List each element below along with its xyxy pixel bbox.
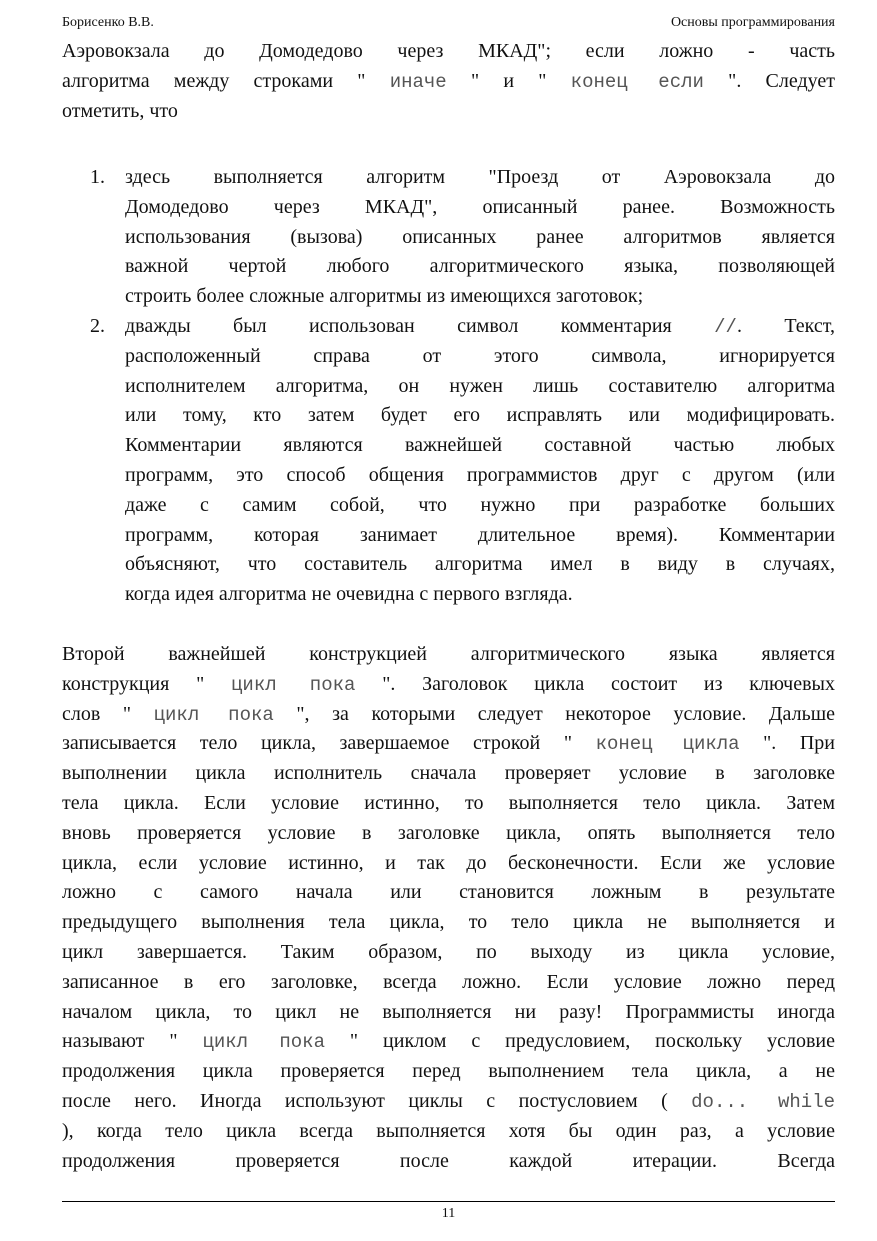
text-line bbox=[62, 1027, 835, 1057]
list-item bbox=[62, 163, 835, 312]
text-run: " и " bbox=[446, 69, 571, 92]
text-run: программ, это способ общения программистов друг с другом (или bbox=[125, 463, 835, 486]
text-line bbox=[125, 580, 835, 610]
text-run: Домодедово через МКАД", описанный ранее. Возможность bbox=[125, 195, 835, 218]
text-run: дважды был использован символ комментария bbox=[125, 314, 715, 337]
text-run: записывается тело цикла, завершаемое строкой " bbox=[62, 732, 596, 755]
code-keyword: конец если bbox=[570, 70, 704, 93]
text-line bbox=[62, 1117, 835, 1147]
text-line bbox=[62, 908, 835, 938]
text-line bbox=[125, 521, 835, 551]
text-line bbox=[62, 700, 835, 730]
text-line bbox=[125, 163, 835, 193]
running-header-author: Борисенко В.В. bbox=[62, 15, 154, 30]
text-line bbox=[62, 640, 835, 670]
text-run: вновь проверяется условие в заголовке цикла, опять выполняется тело bbox=[62, 821, 835, 844]
text-line bbox=[125, 431, 835, 461]
text-line bbox=[125, 461, 835, 491]
text-run: называют " bbox=[62, 1030, 203, 1053]
text-run: Комментарии являются важнейшей составной частью любых bbox=[125, 434, 835, 457]
paragraph-continuation bbox=[62, 37, 835, 126]
text-line bbox=[125, 312, 835, 342]
text-run: продолжения цикла проверяется перед выполнением тела цикла, а не bbox=[62, 1060, 835, 1083]
text-line bbox=[62, 759, 835, 789]
list-number: 1. bbox=[90, 166, 105, 188]
text-line bbox=[62, 878, 835, 908]
text-run: или тому, кто затем будет его исправлять или модифицировать. bbox=[125, 404, 835, 427]
text-run: исполнителем алгоритма, он нужен лишь составителю алгоритма bbox=[125, 374, 835, 397]
text-run: Аэровокзала до Домодедово через МКАД"; если ложно - часть bbox=[62, 40, 835, 62]
running-header-title: Основы программирования bbox=[670, 15, 835, 30]
text-line bbox=[62, 998, 835, 1028]
list-number: 2. bbox=[90, 314, 105, 337]
paragraph-while-loop bbox=[62, 640, 835, 1176]
page-number: 11 bbox=[441, 1206, 456, 1221]
text-run: ложно с самого начала или становится ложным в результате bbox=[62, 881, 835, 904]
text-run: программ, которая занимает длительное время). Комментарии bbox=[125, 523, 835, 546]
text-run: ), когда тело цикла всегда выполняется хотя бы один раз, а условие bbox=[62, 1119, 835, 1142]
code-keyword: do... while bbox=[691, 1090, 835, 1113]
text-line bbox=[62, 1057, 835, 1087]
text-line bbox=[62, 729, 835, 759]
footer-rule bbox=[62, 1201, 835, 1202]
text-run: цикл завершается. Таким образом, по выходу из цикла условие, bbox=[62, 940, 835, 963]
text-line bbox=[62, 37, 835, 67]
text-run: здесь выполняется алгоритм "Проезд от Аэровокзала до bbox=[125, 166, 835, 188]
text-run: когда идея алгоритма не очевидна с первого взгляда. bbox=[125, 583, 573, 606]
text-line bbox=[62, 819, 835, 849]
code-keyword: цикл пока bbox=[153, 703, 274, 726]
text-line bbox=[125, 223, 835, 253]
text-line bbox=[125, 491, 835, 521]
text-run: предыдущего выполнения тела цикла, то тело цикла не выполняется и bbox=[62, 911, 835, 934]
text-line bbox=[125, 401, 835, 431]
text-run: цикла, если условие истинно, и так до бесконечности. Если же условие bbox=[62, 851, 835, 874]
text-line bbox=[125, 282, 835, 312]
text-run: отметить, что bbox=[62, 99, 178, 122]
text-line bbox=[125, 372, 835, 402]
text-run: началом цикла, то цикл не выполняется ни разу! Программисты иногда bbox=[62, 1000, 835, 1023]
text-run: . Текст, bbox=[736, 314, 835, 337]
text-run: расположенный справа от этого символа, игнорируется bbox=[125, 344, 835, 367]
text-line bbox=[62, 67, 835, 97]
text-run: даже с самим собой, что нужно при разработке больших bbox=[125, 493, 835, 516]
code-keyword: иначе bbox=[389, 70, 447, 93]
text-line bbox=[125, 252, 835, 282]
text-line bbox=[62, 968, 835, 998]
text-run: использования (вызова) описанных ранее алгоритмов является bbox=[125, 225, 835, 248]
text-line bbox=[62, 1147, 835, 1177]
text-run: " циклом с предусловием, поскольку условие bbox=[325, 1030, 835, 1053]
text-line bbox=[62, 938, 835, 968]
text-run: алгоритма между строками " bbox=[62, 69, 390, 92]
text-run: строить более сложные алгоритмы из имеющихся заготовок; bbox=[125, 285, 644, 308]
text-line bbox=[62, 1087, 835, 1117]
text-line bbox=[125, 342, 835, 372]
text-line bbox=[62, 789, 835, 819]
text-line bbox=[62, 97, 835, 127]
text-run: ". Следует bbox=[703, 69, 836, 92]
text-run: важной чертой любого алгоритмического языка, позволяющей bbox=[125, 255, 835, 278]
code-keyword: цикл пока bbox=[202, 1031, 325, 1054]
text-run: Второй важнейшей конструкцией алгоритмического языка является bbox=[62, 643, 835, 665]
text-run: выполнении цикла исполнитель сначала проверяет условие в заголовке bbox=[62, 762, 835, 785]
text-run: ". При bbox=[739, 732, 836, 755]
text-line bbox=[125, 550, 835, 580]
text-run: ", за которыми следует некоторое условие. Дальше bbox=[273, 702, 835, 725]
text-line bbox=[125, 193, 835, 223]
code-keyword: цикл пока bbox=[231, 673, 356, 696]
text-run: тела цикла. Если условие истинно, то выполняется тело цикла. Затем bbox=[62, 791, 835, 814]
text-run: слов " bbox=[62, 702, 154, 725]
text-run: конструкция " bbox=[62, 672, 232, 695]
list-item bbox=[62, 312, 835, 610]
text-line bbox=[62, 670, 835, 700]
numbered-list bbox=[62, 163, 835, 610]
code-keyword: конец цикла bbox=[595, 733, 740, 756]
text-run: ". Заголовок цикла состоит из ключевых bbox=[355, 672, 835, 695]
text-run: после него. Иногда используют циклы с постусловием ( bbox=[62, 1089, 692, 1112]
text-run: объясняют, что составитель алгоритма имел в виду в случаях, bbox=[125, 553, 835, 576]
text-run: продолжения проверяется после каждой итерации. Всегда bbox=[62, 1149, 835, 1172]
text-run: записанное в его заголовке, всегда ложно. Если условие ложно перед bbox=[62, 970, 835, 993]
code-keyword: // bbox=[714, 315, 737, 338]
text-line bbox=[62, 849, 835, 879]
